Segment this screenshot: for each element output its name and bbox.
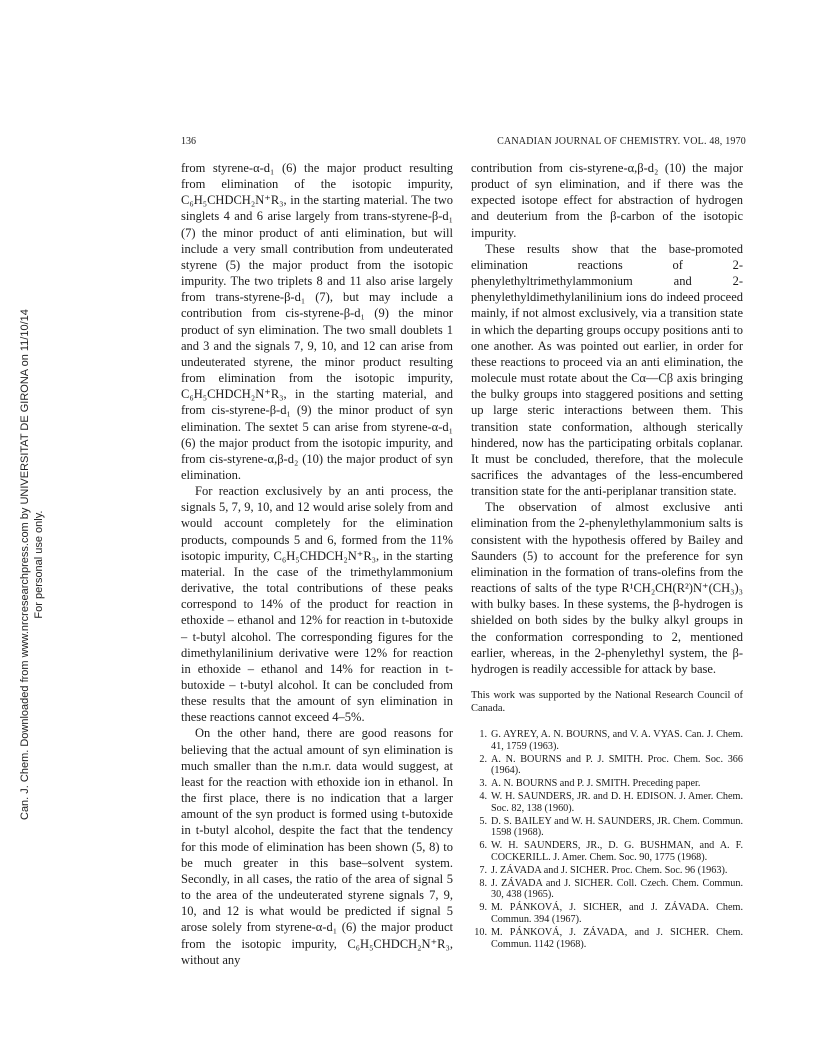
reference-number: 4. — [479, 790, 487, 802]
reference-item — [471, 778, 743, 790]
paragraph: contribution from cis-styrene-α,β-d₂ (10) the major product of syn elimination, and if there was the expected isotope effect for abstraction of hydrogen and deuterium from the β-carbon of the isotopic impurity. — [471, 161, 743, 240]
reference-number: 9. — [479, 902, 487, 914]
reference-item — [471, 927, 743, 951]
reference-item — [471, 878, 743, 902]
reference-text: W. H. SAUNDERS, JR., D. G. BUSHMAN, and A. F. COCKERILL. J. Amer. Chem. Soc. 90, 1775 (1968). — [491, 840, 743, 863]
reference-item — [471, 865, 743, 877]
reference-item — [471, 902, 743, 926]
reference-item — [471, 840, 743, 864]
download-watermark — [18, 309, 46, 820]
reference-number: 2. — [479, 753, 487, 765]
reference-list — [471, 729, 743, 950]
reference-text: M. PÁNKOVÁ, J. SICHER, and J. ZÁVADA. Chem. Commun. 394 (1967). — [491, 902, 743, 925]
reference-item — [471, 791, 743, 815]
paragraph: On the other hand, there are good reasons for believing that the actual amount of syn elimination is much smaller than the n.m.r. data would suggest, at least for the reaction with ethoxide ion in ethanol. In the first place, there is no indication that a larger amount of the syn product is formed using t-butoxide in t-butyl alcohol, despite the fact that the tendency for this mode of elimination has been shown (5, 8) to be much greater in this base–solvent system. Secondly, in all cases, the ratio of the area of signal 5 to the area of the undeuterated styrene signals 7, 9, 10, and 12 is what would be predicted if signal 5 arose solely from styrene-α-d₁ (6) the major product from the isotopic impurity, C₆H₅CHDCH₂N⁺R₃, without any — [181, 726, 453, 967]
left-column — [181, 160, 453, 968]
reference-text: J. ZÁVADA and J. SICHER. Coll. Czech. Chem. Commun. 30, 438 (1965). — [491, 877, 743, 901]
reference-number: 5. — [479, 815, 487, 827]
reference-item — [471, 729, 743, 753]
right-column — [471, 160, 743, 951]
reference-text: M. PÁNKOVÁ, J. ZÁVADA, and J. SICHER. Chem. Commun. 1142 (1968). — [491, 926, 743, 950]
reference-text: A. N. BOURNS and P. J. SMITH. Proc. Chem. Soc. 366 (1964). — [491, 753, 743, 777]
download-watermark-line-1: Can. J. Chem. Downloaded from www.nrcresearchpress.com by UNIVERSITAT DE GIRONA on 11/10/14 — [19, 309, 31, 820]
reference-text: W. H. SAUNDERS, JR. and D. H. EDISON. J. Amer. Chem. Soc. 82, 138 (1960). — [491, 790, 743, 814]
reference-text: J. ZÁVADA and J. SICHER. Proc. Chem. Soc. 96 (1963). — [491, 864, 728, 876]
reference-text: D. S. BAILEY and W. H. SAUNDERS, JR. Chem. Commun. 1598 (1968). — [491, 815, 743, 839]
reference-number: 10. — [474, 926, 487, 938]
reference-number: 7. — [479, 864, 487, 876]
reference-item — [471, 754, 743, 778]
paragraph: The observation of almost exclusive anti elimination from the 2-phenylethylammonium salts is consistent with the hypothesis offered by Bailey and Saunders (5) to account for the preference for syn elimination in the formation of trans-olefins from the reactions of salts of the type R¹CH₂CH(R²)N⁺(CH₃)₃ with bulky bases. In these systems, the β-hydrogen is shielded on both sides by the bulky alkyl groups in the conformation corresponding to 2, mentioned earlier, whereas, in the 2-phenylethyl system, the β-hydrogen is readily accessible for attack by base. — [471, 500, 743, 676]
paragraph: These results show that the base-promoted elimination reactions of 2-phenylethyltrimethylammonium and 2-phenylethyldimethylanilinium ions do indeed proceed mainly, if not almost exclusively, via a transition state in which the departing groups occupy positions anti to one another. As was pointed out earlier, in order for these reactions to proceed via an anti elimination, the molecule must rotate about the Cα—Cβ axis bringing the bulky groups into staggered positions and setting up large steric interactions between them. This transition state conformation, although sterically hindered, now has the participating orbitals coplanar. It must be concluded, therefore, that the molecule sacrifices the advantages of the less-encumbered transition state for the anti-periplanar transition state. — [471, 241, 743, 499]
page-number: 136 — [181, 136, 196, 147]
reference-text: G. AYREY, A. N. BOURNS, and V. A. VYAS. Can. J. Chem. 41, 1759 (1963). — [491, 729, 743, 752]
download-watermark-line-2: For personal use only. — [33, 510, 45, 619]
reference-number: 3. — [479, 778, 487, 790]
reference-text: A. N. BOURNS and P. J. SMITH. Preceding paper. — [491, 778, 701, 790]
acknowledgment: This work was supported by the National Research Council of Canada. — [471, 690, 743, 714]
reference-number: 1. — [479, 729, 487, 740]
paragraph: For reaction exclusively by an anti process, the signals 5, 7, 9, 10, and 12 would arise solely from and would account completely for the elimination products, compounds 5 and 6, formed from the 11% isotopic impurity, C₆H₅CHDCH₂N⁺R₃, in the starting material. In the case of the trimethylammonium derivative, the total contributions of these peaks correspond to 14% of the product for reaction in ethoxide – ethanol and 12% for reaction in t-butoxide – t-butyl alcohol. The corresponding figures for the dimethylanilinium derivative were 12% for reaction in ethoxide – ethanol and 14% for reaction in t-butoxide – t-butyl alcohol. It can be concluded from these results that the amount of syn elimination in these reactions cannot exceed 4–5%. — [181, 484, 453, 725]
reference-number: 6. — [479, 840, 487, 852]
reference-number: 8. — [479, 877, 487, 889]
paragraph: from styrene-α-d₁ (6) the major product resulting from elimination of the isotopic impurity, C₆H₅CHDCH₂N⁺R₃, in the starting material. The two singlets 4 and 6 arise largely from trans-styrene-β-d₁ (7) the minor product of anti elimination, but will include a very small contribution from undeuterated styrene (5) the major product from the isotopic impurity. The two triplets 8 and 11 also arise largely from trans-styrene-β-d₁ (7), but may include a contribution from cis-styrene-β-d₁ (9) the minor product of syn elimination. The two small doublets 1 and 3 and the signals 7, 9, 10, and 12 can arise from undeuterated styrene, the minor product resulting from elimination from the isotopic impurity, C₆H₅CHDCH₂N⁺R₃, in the starting material, and from cis-styrene-β-d₁ (9) the minor product of syn elimination. The sextet 5 can arise from styrene-α-d₁ (6) the major product from the isotopic impurity, and from cis-styrene-α,β-d₂ (10) the major product of syn elimination. — [181, 161, 453, 482]
journal-title: CANADIAN JOURNAL OF CHEMISTRY. VOL. 48, 1970 — [497, 136, 746, 147]
reference-item — [471, 816, 743, 840]
